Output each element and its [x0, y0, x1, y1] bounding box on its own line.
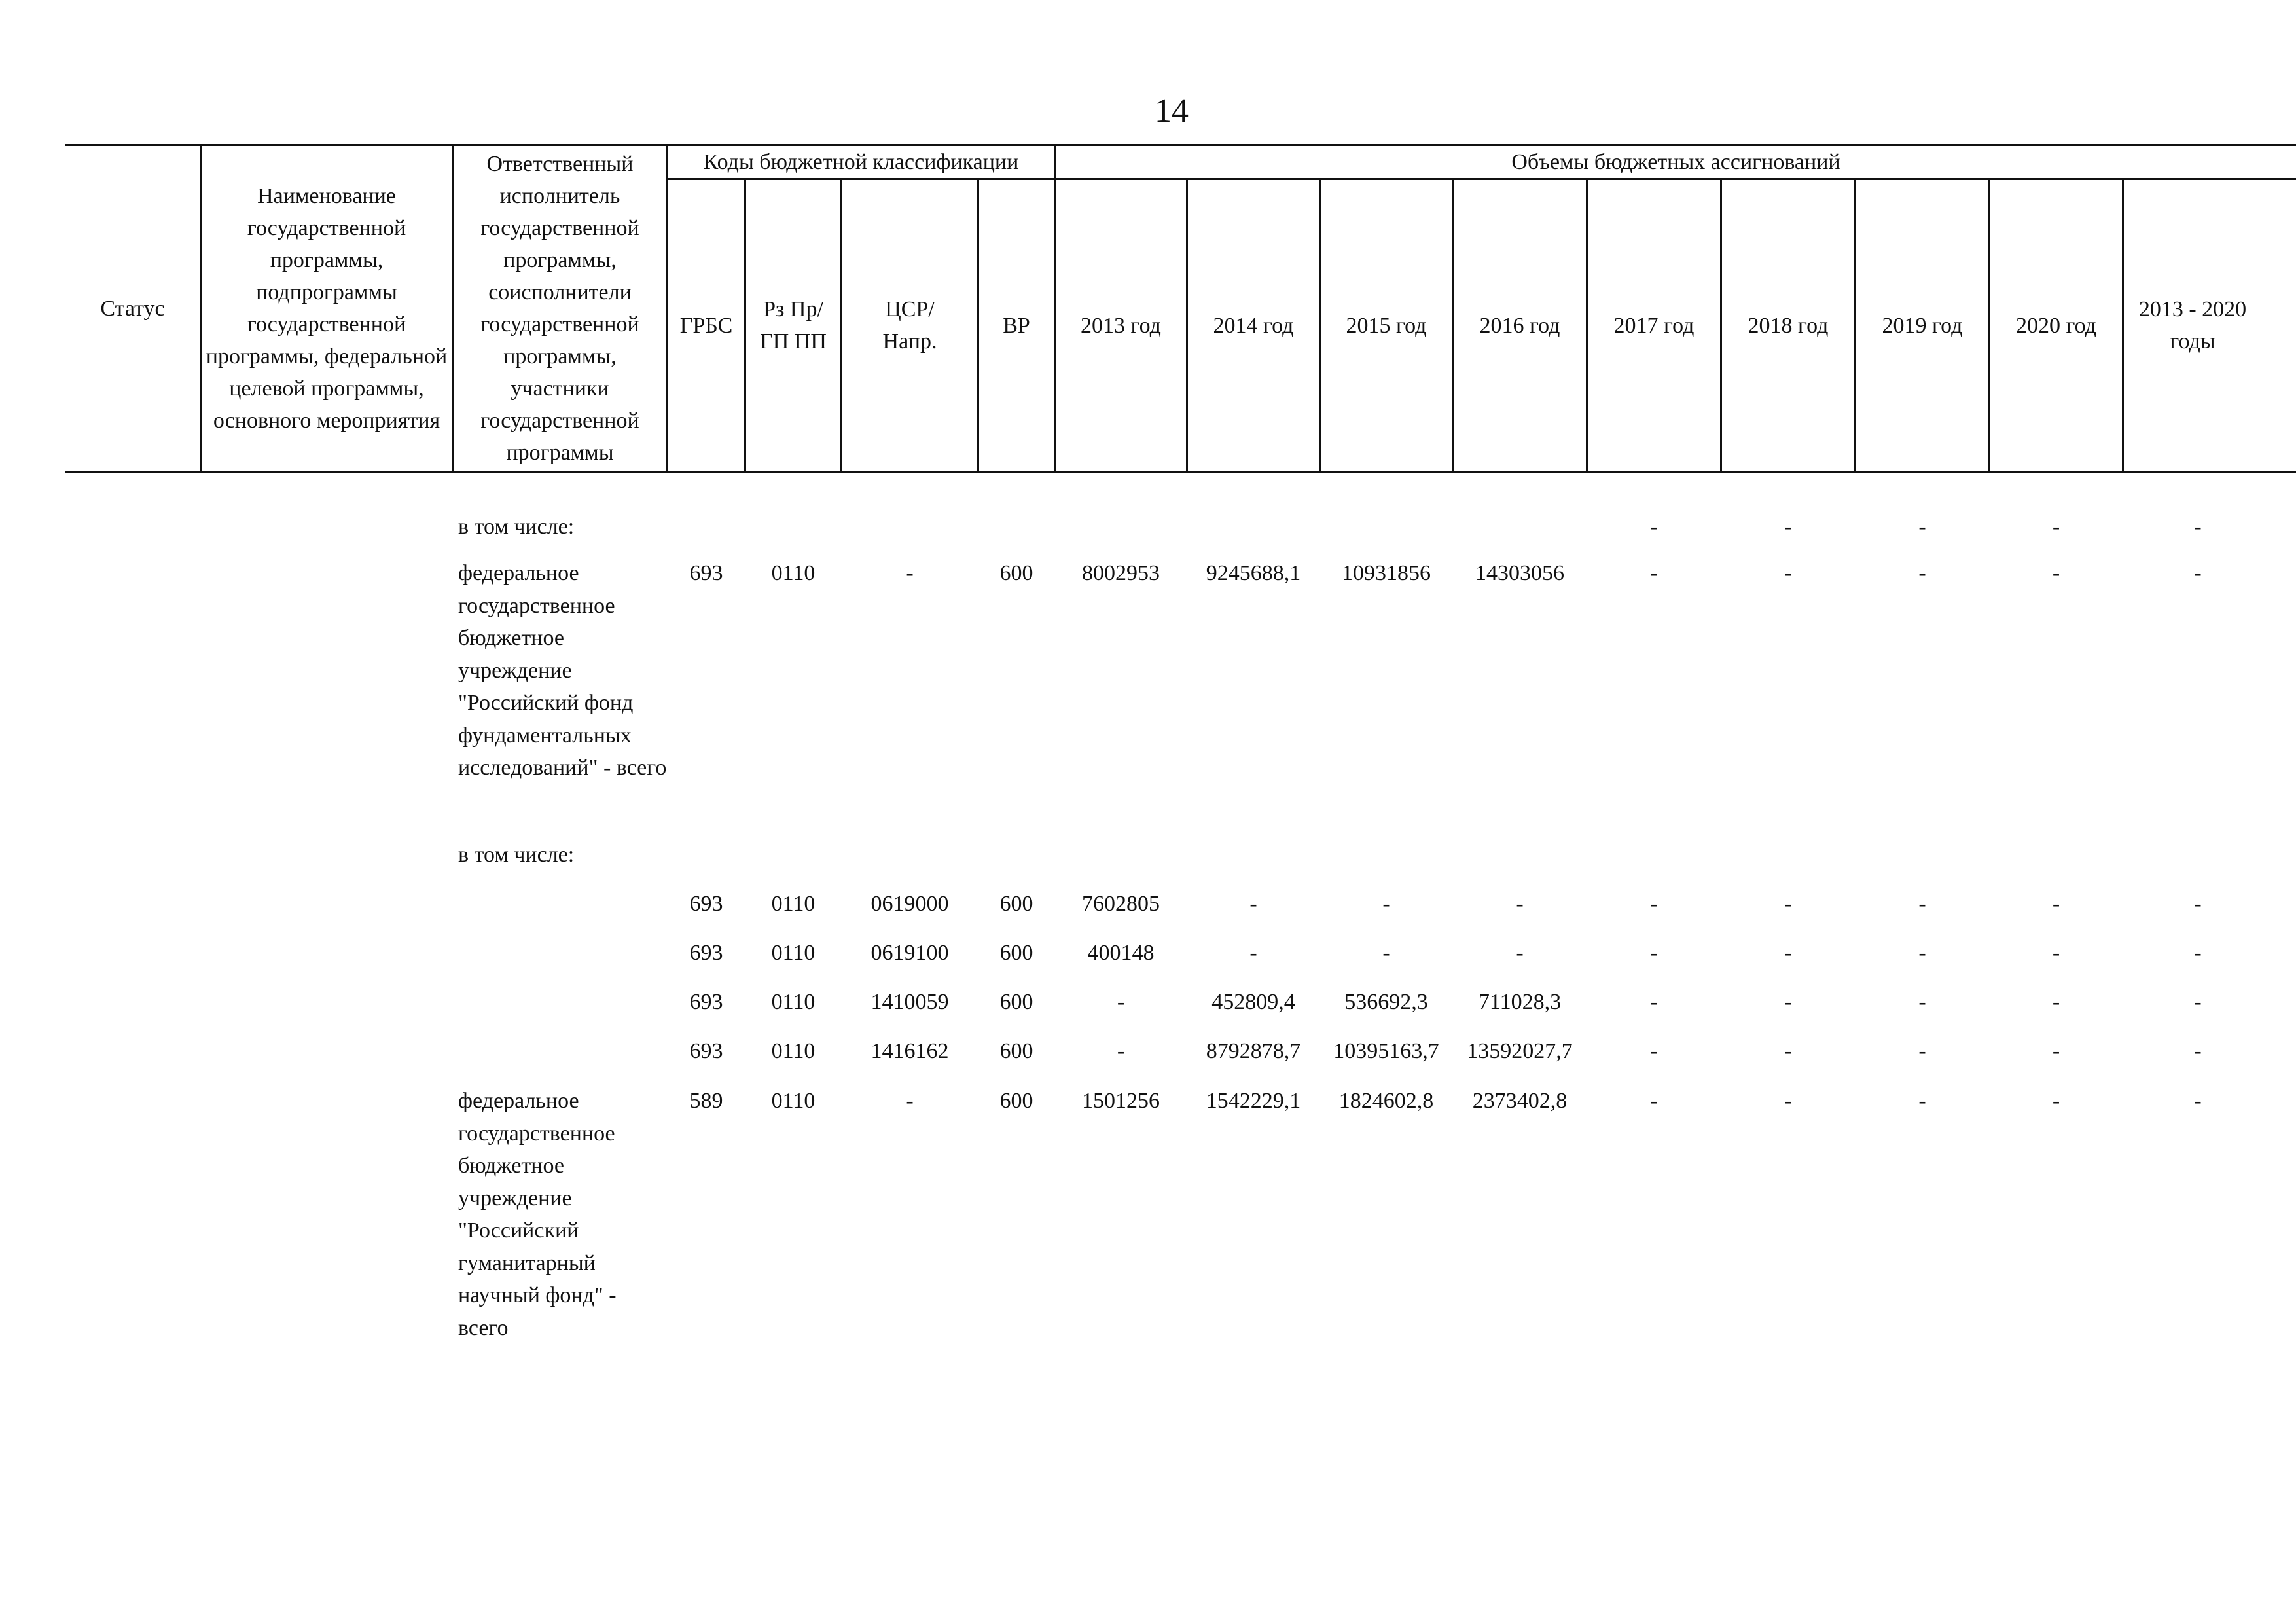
cell-2016: 2373402,8	[1472, 1089, 1568, 1113]
cell-2019: -	[1918, 990, 1926, 1014]
cell-grbs: 693	[689, 892, 723, 916]
cell-2015: 10395163,7	[1333, 1039, 1439, 1063]
cell-2014: 452809,4	[1211, 990, 1295, 1014]
header-program-name: Наименование государственной программы, подпрограммы государственной программы, федеральной целевой программы, основного мероприятия	[206, 184, 448, 433]
header-bottom-border	[65, 471, 2296, 473]
cell-2020: -	[2052, 1089, 2060, 1113]
cell-rzpr: 0110	[771, 941, 816, 965]
cell-2016: 711028,3	[1478, 990, 1562, 1014]
cell-2017: -	[1650, 561, 1658, 585]
cell-2018: -	[1784, 941, 1792, 965]
cell-2014: -	[1249, 941, 1257, 965]
row-name: в том числе:	[458, 843, 575, 867]
cell-2014: 1542229,1	[1206, 1089, 1301, 1113]
cell-2018: -	[1784, 1089, 1792, 1113]
cell-vr: 600	[999, 892, 1033, 916]
cell-2019: -	[1918, 1089, 1926, 1113]
cell-2018: -	[1784, 892, 1792, 916]
cell-2015: -	[1382, 892, 1390, 916]
cell-2016: 14303056	[1475, 561, 1564, 585]
header-year-2019: 2019 год	[1882, 313, 1963, 338]
cell-rzpr: 0110	[771, 990, 816, 1014]
cell-2013: 400148	[1087, 941, 1155, 965]
cell-rzpr: 0110	[771, 561, 816, 585]
cell-grbs: 693	[689, 561, 723, 585]
cell-2018: -	[1784, 515, 1792, 539]
page-number: 14	[1155, 92, 1189, 130]
cell-vr: 600	[999, 941, 1033, 965]
header-year-2017: 2017 год	[1613, 313, 1695, 338]
cell-2016: 13592027,7	[1467, 1039, 1573, 1063]
cell-2014: 9245688,1	[1206, 561, 1301, 585]
header-status: Статус	[100, 296, 165, 321]
cell-2013: -	[1117, 1039, 1125, 1063]
header-rzpr: Рз Пр/ ГП ПП	[760, 297, 827, 354]
cell-2020: -	[2052, 561, 2060, 585]
cell-2019: -	[1918, 1039, 1926, 1063]
cell-vr: 600	[999, 1089, 1033, 1113]
header-year-2020: 2020 год	[2016, 313, 2096, 338]
cell-2020: -	[2052, 515, 2060, 539]
cell-csr: 0619000	[870, 892, 949, 916]
cell-2019: -	[1918, 561, 1926, 585]
cell-2018: -	[1784, 561, 1792, 585]
cell-2017: -	[1650, 1039, 1658, 1063]
cell-csr: -	[906, 561, 914, 585]
cell-2017: -	[1650, 1089, 1658, 1113]
cell-2014: 8792878,7	[1206, 1039, 1301, 1063]
header-years-total: 2013 - 2020 годы	[2138, 297, 2247, 354]
cell-2019: -	[1918, 515, 1926, 539]
cell-grbs: 589	[689, 1089, 723, 1113]
header-vr: ВР	[1003, 313, 1030, 338]
cell-total: -	[2194, 561, 2202, 585]
cell-2017: -	[1650, 515, 1658, 539]
header-codes-group: Коды бюджетной классификации	[703, 150, 1019, 174]
header-year-2013: 2013 год	[1081, 313, 1161, 338]
cell-2015: -	[1382, 941, 1390, 965]
cell-total: -	[2194, 1039, 2202, 1063]
header-year-2014: 2014 год	[1213, 313, 1294, 338]
cell-2015: 536692,3	[1344, 990, 1428, 1014]
cell-csr: 0619100	[870, 941, 949, 965]
cell-total: -	[2194, 990, 2202, 1014]
header-year-2016: 2016 год	[1479, 313, 1560, 338]
row-name: федеральное государственное бюджетное учреждение "Российский фонд фундаментальных исследований" - всего	[458, 561, 667, 780]
cell-total: -	[2194, 941, 2202, 965]
cell-grbs: 693	[689, 990, 723, 1014]
cell-rzpr: 0110	[771, 1039, 816, 1063]
header-csr: ЦСР/ Напр.	[882, 297, 937, 354]
cell-2015: 10931856	[1342, 561, 1431, 585]
cell-2020: -	[2052, 941, 2060, 965]
header-year-2018: 2018 год	[1748, 313, 1829, 338]
header-executor: Ответственный исполнитель государственной программы, соисполнители государственной программы, участники государственной программы	[480, 152, 639, 465]
cell-2018: -	[1784, 1039, 1792, 1063]
cell-2017: -	[1650, 941, 1658, 965]
cell-vr: 600	[999, 561, 1033, 585]
cell-total: -	[2194, 515, 2202, 539]
cell-total: -	[2194, 892, 2202, 916]
cell-2013: 7602805	[1082, 892, 1160, 916]
cell-2016: -	[1516, 892, 1524, 916]
cell-csr: 1416162	[870, 1039, 949, 1063]
cell-2019: -	[1918, 892, 1926, 916]
cell-vr: 600	[999, 990, 1033, 1014]
cell-2014: -	[1249, 892, 1257, 916]
cell-grbs: 693	[689, 941, 723, 965]
cell-vr: 600	[999, 1039, 1033, 1063]
cell-2017: -	[1650, 990, 1658, 1014]
header-year-2015: 2015 год	[1346, 313, 1427, 338]
cell-2019: -	[1918, 941, 1926, 965]
cell-2013: 1501256	[1082, 1089, 1160, 1113]
cell-rzpr: 0110	[771, 892, 816, 916]
cell-rzpr: 0110	[771, 1089, 816, 1113]
cell-2015: 1824602,8	[1338, 1089, 1434, 1113]
header-volumes-group: Объемы бюджетных ассигнований	[1511, 150, 1840, 174]
cell-2013: -	[1117, 990, 1125, 1014]
cell-2013: 8002953	[1082, 561, 1160, 585]
cell-csr: -	[906, 1089, 914, 1113]
cell-grbs: 693	[689, 1039, 723, 1063]
cell-2020: -	[2052, 892, 2060, 916]
row-name: федеральное государственное бюджетное учреждение "Российский гуманитарный научный фонд" - всего	[458, 1089, 617, 1340]
cell-2017: -	[1650, 892, 1658, 916]
cell-csr: 1410059	[870, 990, 949, 1014]
row-name: в том числе:	[458, 515, 575, 539]
cell-2018: -	[1784, 990, 1792, 1014]
cell-2020: -	[2052, 1039, 2060, 1063]
header-grbs: ГРБС	[679, 313, 733, 338]
cell-total: -	[2194, 1089, 2202, 1113]
cell-2020: -	[2052, 990, 2060, 1014]
cell-2016: -	[1516, 941, 1524, 965]
